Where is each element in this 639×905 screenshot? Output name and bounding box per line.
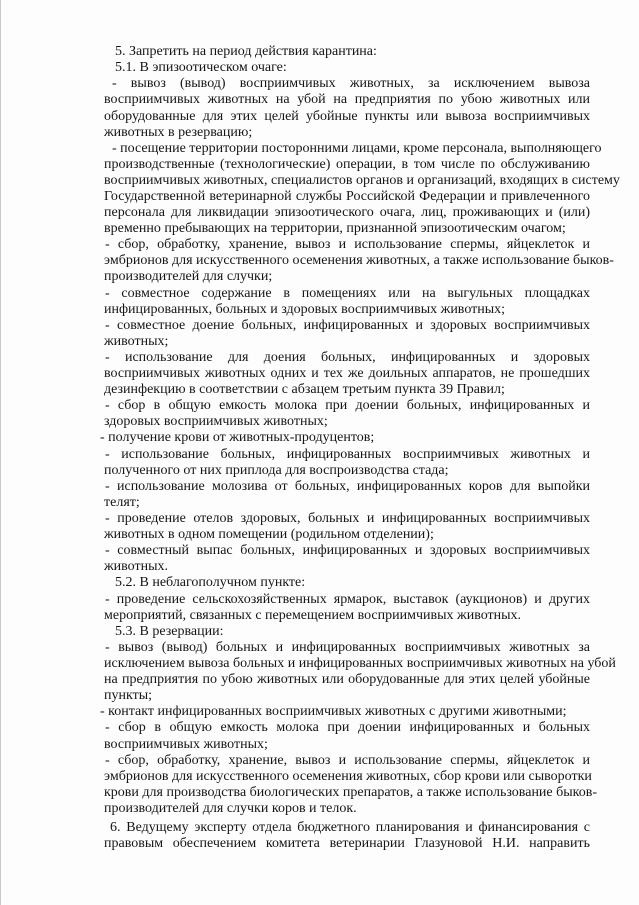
text-line: эмбрионов для искусственного осеменения животных, а также использование быков- xyxy=(104,253,614,268)
text-line: - сбор в общую емкость молока при доении инфицированных и больных xyxy=(105,720,590,735)
text-line: - посещение территории посторонними лицами, кроме персонала, выполняющего xyxy=(112,141,602,156)
text-line: восприимчивых животных на убой на предприятия по убою животных или xyxy=(104,92,590,107)
text-line: на предприятия по убою животных или оборудованные для этих целей убойные xyxy=(104,672,590,687)
text-line: животных в одном помещении (родильном отделении); xyxy=(104,527,434,542)
text-line: - сбор, обработку, хранение, вывоз и использование спермы, яйцеклеток и xyxy=(105,237,590,252)
text-line: эмбрионов для искусственного осеменения животных, сбор крови или сыворотки xyxy=(104,769,592,784)
text-line: - использование больных, инфицированных восприимчивых животных и xyxy=(105,447,590,462)
text-line: пункты; xyxy=(104,688,153,703)
text-line: 5.2. В неблагополучном пункте: xyxy=(115,575,306,590)
text-line: инфицированных, больных и здоровых восприимчивых животных; xyxy=(104,302,506,317)
text-line: 5.3. В резервации: xyxy=(115,624,224,639)
text-line: - использование для доения больных, инфицированных и здоровых xyxy=(105,350,590,365)
text-line: животных; xyxy=(104,334,169,349)
text-line: оборудованные для этих целей убойные пункты или вывоза восприимчивых xyxy=(104,109,590,124)
text-line: - контакт инфицированных восприимчивых животных с другими животными; xyxy=(100,704,567,719)
text-line: - вывоз (вывод) больных и инфицированных восприимчивых животных за xyxy=(105,640,590,655)
text-line: телят; xyxy=(104,495,140,510)
text-line: - совместное доение больных, инфицированных и здоровых восприимчивых xyxy=(105,318,590,333)
text-line: крови для производства биологических препаратов, а также использование быков- xyxy=(104,785,598,800)
text-line: мероприятий, связанных с перемещением восприимчивых животных. xyxy=(104,608,522,623)
text-line: Государственной ветеринарной службы Российской Федерации и привлеченного xyxy=(104,189,590,204)
text-line: восприимчивых животных; xyxy=(104,737,268,752)
text-line: - сбор в общую емкость молока при доении больных, инфицированных и xyxy=(105,398,590,413)
text-line: - сбор, обработку, хранение, вывоз и использование спермы, яйцеклеток и xyxy=(105,753,590,768)
text-line: - получение крови от животных-продуцентов; xyxy=(100,430,375,445)
text-line: производственные (технологические) операции, в том числе по обслуживанию xyxy=(104,157,590,172)
text-line: восприимчивых животных одних и тех же доильных аппаратов, не прошедших xyxy=(104,366,590,381)
text-line: 5. Запретить на период действия карантина: xyxy=(115,44,377,59)
page-edge-shadow xyxy=(0,0,1,905)
text-line: здоровых восприимчивых животных; xyxy=(104,414,328,429)
text-line: - использование молозива от больных, инфицированных коров для выпойки xyxy=(105,479,590,494)
text-line: 5.1. В эпизоотическом очаге: xyxy=(115,60,287,75)
text-line: - совместный выпас больных, инфицированных и здоровых восприимчивых xyxy=(105,543,590,558)
text-line: производителей для случки; xyxy=(104,269,273,284)
text-line: - совместное содержание в помещениях или на выгульных площадках xyxy=(105,286,590,301)
text-line: - проведение отелов здоровых, больных и инфицированных восприимчивых xyxy=(105,511,590,526)
text-line: животных. xyxy=(104,559,169,574)
text-line: животных в резервацию; xyxy=(104,125,253,140)
text-line: - проведение сельскохозяйственных ярмарок, выставок (аукционов) и других xyxy=(105,592,590,607)
text-line: правовым обеспечением комитета ветеринарии Глазуновой Н.И. направить xyxy=(104,836,590,851)
text-line: восприимчивых животных, специалистов органов и организаций, входящих в систему xyxy=(104,173,620,188)
text-line: дезинфекцию в соответствии с абзацем третьим пункта 39 Правил; xyxy=(104,382,505,397)
text-line: исключением вывоза больных и инфицированных восприимчивых животных на убой xyxy=(104,656,616,671)
text-line: 6. Ведущему эксперту отдела бюджетного планирования и финансирования с xyxy=(110,820,590,835)
text-line: персонала для ликвидации эпизоотического очага, лиц, проживающих и (или) xyxy=(104,205,590,220)
text-line: - вывоз (вывод) восприимчивых животных, за исключением вывоза xyxy=(112,76,590,91)
text-line: производителей для случки коров и телок. xyxy=(104,801,357,816)
text-line: временно пребывающих на территории, признанной эпизоотическим очагом; xyxy=(104,221,566,236)
text-line: полученного от них приплода для воспроизводства стада; xyxy=(104,463,449,478)
